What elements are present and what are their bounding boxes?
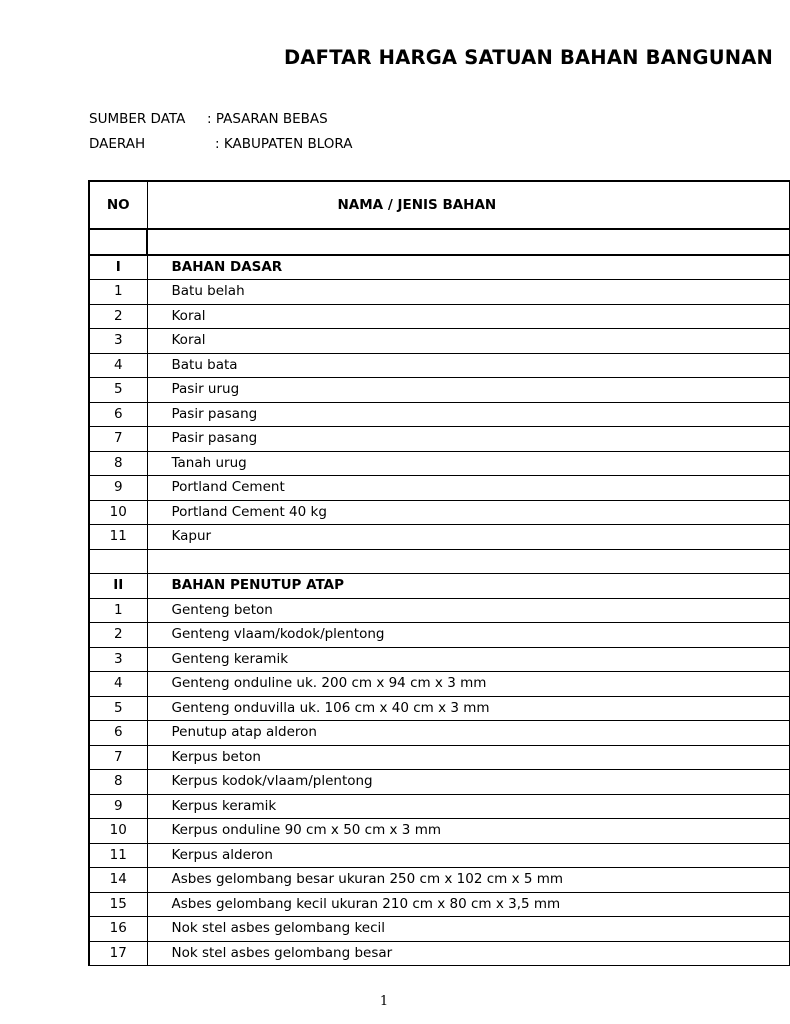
item-number: 3 (89, 647, 147, 672)
table-row (89, 843, 789, 868)
table-row (89, 819, 789, 844)
item-number: 9 (89, 794, 147, 819)
price-table-container (88, 180, 696, 961)
item-name: Batu bata (147, 353, 789, 378)
item-number: 4 (89, 672, 147, 697)
section-title: BAHAN DASAR (147, 255, 789, 280)
item-name: Genteng onduvilla uk. 106 cm x 40 cm x 3 mm (147, 696, 789, 721)
table-row (89, 329, 789, 354)
region-label: DAERAH (89, 136, 146, 152)
source-value: : PASARAN BEBAS (207, 111, 328, 127)
table-row (89, 770, 789, 795)
item-number: 10 (89, 500, 147, 525)
item-name: Kapur (147, 525, 789, 550)
item-name: Koral (147, 329, 789, 354)
table-row (89, 549, 789, 574)
table-row (89, 451, 789, 476)
item-number: 11 (89, 525, 147, 550)
item-number: 14 (89, 868, 147, 893)
item-name (147, 549, 789, 574)
item-name: Pasir pasang (147, 402, 789, 427)
item-number: 3 (89, 329, 147, 354)
table-row (89, 941, 789, 966)
table-row (89, 868, 789, 893)
item-name: Asbes gelombang besar ukuran 250 cm x 102 cm x 5 mm (147, 868, 789, 893)
table-row (89, 427, 789, 452)
table-row (89, 794, 789, 819)
source-label: SUMBER DATA (89, 111, 186, 127)
item-name: Tanah urug (147, 451, 789, 476)
item-number: 1 (89, 598, 147, 623)
item-name: Kerpus beton (147, 745, 789, 770)
item-number: 2 (89, 623, 147, 648)
item-name: Batu belah (147, 280, 789, 305)
table-row (89, 917, 789, 942)
table-header-row (89, 181, 789, 229)
item-number (89, 549, 147, 574)
price-table (88, 180, 790, 966)
item-number: 5 (89, 378, 147, 403)
table-row (89, 598, 789, 623)
item-name: Penutup atap alderon (147, 721, 789, 746)
item-name: Asbes gelombang kecil ukuran 210 cm x 80 cm x 3,5 mm (147, 892, 789, 917)
table-body (89, 229, 789, 966)
meta-region-line (89, 135, 489, 153)
section-title: BAHAN PENUTUP ATAP (147, 574, 789, 599)
item-number: 10 (89, 819, 147, 844)
separator-cell (147, 229, 789, 255)
table-row (89, 280, 789, 305)
item-name: Kerpus onduline 90 cm x 50 cm x 3 mm (147, 819, 789, 844)
item-number: 6 (89, 402, 147, 427)
item-name: Portland Cement 40 kg (147, 500, 789, 525)
table-row (89, 500, 789, 525)
table-row (89, 672, 789, 697)
item-name: Genteng keramik (147, 647, 789, 672)
item-number: 6 (89, 721, 147, 746)
item-name: Kerpus keramik (147, 794, 789, 819)
item-name: Kerpus kodok/vlaam/plentong (147, 770, 789, 795)
table-row (89, 353, 789, 378)
table-row (89, 378, 789, 403)
item-number: 11 (89, 843, 147, 868)
table-row (89, 623, 789, 648)
header-separator (89, 229, 789, 255)
meta-source-line (89, 110, 489, 128)
table-row (89, 525, 789, 550)
item-name: Genteng onduline uk. 200 cm x 94 cm x 3 mm (147, 672, 789, 697)
table-row (89, 647, 789, 672)
item-name: Koral (147, 304, 789, 329)
item-name: Pasir urug (147, 378, 789, 403)
item-number: 1 (89, 280, 147, 305)
section-row (89, 255, 789, 280)
table-row (89, 304, 789, 329)
item-number: 9 (89, 476, 147, 501)
item-name: Genteng beton (147, 598, 789, 623)
item-name: Pasir pasang (147, 427, 789, 452)
item-number: 17 (89, 941, 147, 966)
item-number: 4 (89, 353, 147, 378)
item-name: Kerpus alderon (147, 843, 789, 868)
item-number: 7 (89, 427, 147, 452)
header-name: NAMA / JENIS BAHAN (147, 181, 789, 229)
item-name: Portland Cement (147, 476, 789, 501)
table-row (89, 892, 789, 917)
table-row (89, 721, 789, 746)
item-number: 5 (89, 696, 147, 721)
header-no: NO (89, 181, 147, 229)
item-name: Nok stel asbes gelombang besar (147, 941, 789, 966)
page-number: 1 (379, 994, 389, 1009)
table-row (89, 696, 789, 721)
region-value: : KABUPATEN BLORA (215, 136, 353, 152)
item-number: 8 (89, 451, 147, 476)
section-row (89, 574, 789, 599)
separator-cell (89, 229, 147, 255)
item-name: Genteng vlaam/kodok/plentong (147, 623, 789, 648)
page-title: DAFTAR HARGA SATUAN BAHAN BANGUNAN (284, 46, 774, 69)
item-number: 8 (89, 770, 147, 795)
item-number: 15 (89, 892, 147, 917)
section-number: I (89, 255, 147, 280)
item-number: 2 (89, 304, 147, 329)
item-number: 16 (89, 917, 147, 942)
table-row (89, 476, 789, 501)
table-row (89, 402, 789, 427)
table-row (89, 745, 789, 770)
item-name: Nok stel asbes gelombang kecil (147, 917, 789, 942)
section-number: II (89, 574, 147, 599)
item-number: 7 (89, 745, 147, 770)
